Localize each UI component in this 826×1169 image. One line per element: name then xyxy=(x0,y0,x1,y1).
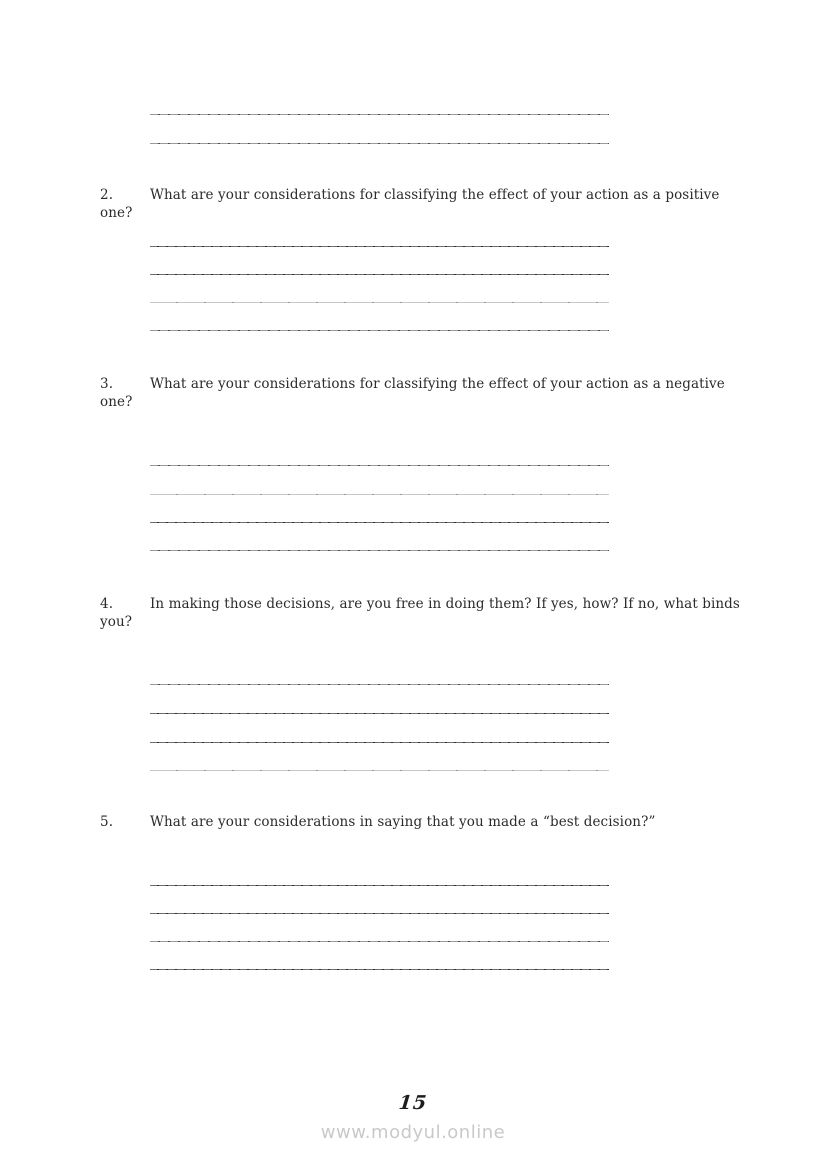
answer-blank-line xyxy=(150,274,609,275)
answer-blank-line xyxy=(150,742,609,743)
question-number: 2. xyxy=(100,187,114,203)
question-text-line2: one? xyxy=(100,204,133,221)
question-item-4 xyxy=(100,596,780,631)
question-number: 3. xyxy=(100,376,114,392)
answer-blank-line xyxy=(150,713,609,714)
question-text-line1 xyxy=(100,596,780,614)
answer-blank-line xyxy=(150,494,609,495)
question-text: What are your considerations for classifying the effect of your action as a negative xyxy=(150,376,725,392)
page-number: 15 xyxy=(397,1092,429,1114)
answer-blank-line xyxy=(150,143,609,144)
answer-blank-line xyxy=(150,913,609,914)
answer-blank-line xyxy=(150,969,609,970)
question-text: What are your considerations in saying that you made a “best decision?” xyxy=(150,814,656,830)
answer-blank-line xyxy=(150,302,609,303)
answer-blank-line xyxy=(150,465,609,466)
question-number: 4. xyxy=(100,596,114,612)
answer-blank-line xyxy=(150,330,609,331)
question-item-2 xyxy=(100,187,780,222)
question-text: What are your considerations for classifying the effect of your action as a positive xyxy=(150,187,720,203)
question-text-line1 xyxy=(100,376,780,394)
question-text: In making those decisions, are you free in doing them? If yes, how? If no, what binds xyxy=(150,596,740,612)
question-number: 5. xyxy=(100,814,114,830)
watermark: www.modyul.online xyxy=(320,1122,506,1143)
question-text-line1 xyxy=(100,187,780,205)
answer-blank-line xyxy=(150,770,609,771)
answer-blank-line xyxy=(150,114,609,115)
answer-blank-line xyxy=(150,684,609,685)
question-text-line1 xyxy=(100,814,780,832)
answer-blank-line xyxy=(150,941,609,942)
answer-blank-line xyxy=(150,550,609,551)
question-text-line2: you? xyxy=(100,613,133,630)
question-item-5 xyxy=(100,814,780,832)
answer-blank-line xyxy=(150,522,609,523)
question-text-line2: one? xyxy=(100,393,133,410)
question-item-3 xyxy=(100,376,780,411)
answer-blank-line xyxy=(150,885,609,886)
answer-blank-line xyxy=(150,246,609,247)
